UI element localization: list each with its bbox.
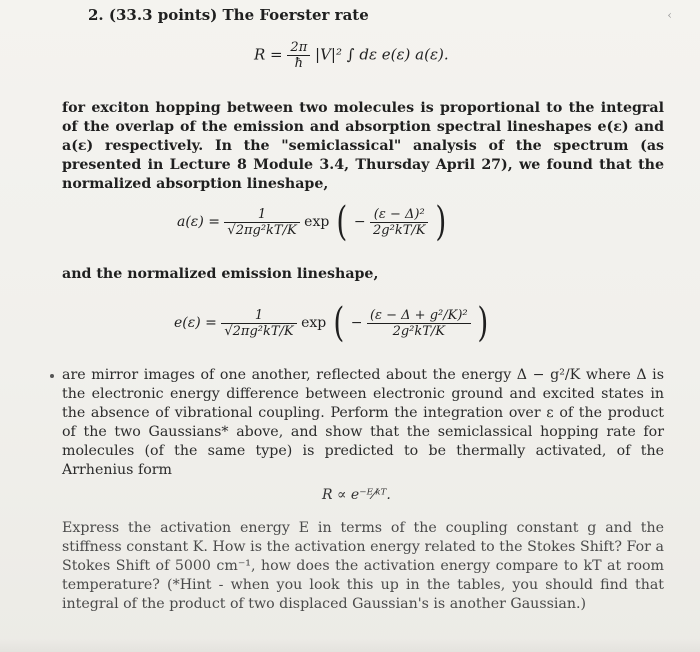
problem-heading: 2. (33.3 points) The Foerster rate [88, 6, 369, 24]
emission-lhs: e(ε) = [174, 315, 217, 331]
rate-integral: ∫ dε e(ε) a(ε). [346, 45, 449, 64]
emission-coef-num: 1 [221, 308, 296, 324]
emission-open-paren: ( [333, 300, 344, 346]
absorption-lhs: a(ε) = [177, 214, 220, 230]
express-paragraph: Express the activation energy E in terms of the coupling constant g and the stiffness constant K. How is the activation energy related to the Stokes Shift? For a Stokes Shift of 5000 cm⁻¹, how does the activation energy compare to kT at room temperature? (*Hint - when you look this up in the tables, you should find that integral of the product of two displaced Gaussian's is another Gaussian.) [62, 520, 664, 612]
emission-exp: exp [301, 315, 327, 331]
arrhenius-form: R ∝ e⁻ᴱ⁄ᵏᵀ. [322, 487, 391, 503]
emission-equation [174, 300, 491, 346]
list-bullet [50, 374, 54, 378]
absorption-arg-den: 2g²kT/K [373, 222, 426, 238]
absorption-minus: − [353, 214, 366, 230]
emission-coefficient [221, 308, 296, 339]
page-edge-shadow [0, 638, 700, 652]
emission-arg-den: 2g²kT/K [392, 323, 446, 339]
absorption-open-paren: ( [336, 199, 348, 245]
rate-coupling: |V|² [315, 45, 342, 64]
rate-lhs: R = [254, 45, 283, 64]
rate-prefactor-num: 2π [287, 40, 310, 56]
emission-argument [367, 308, 471, 339]
corner-mark: ‹ [667, 8, 672, 22]
emission-arg-num: (ε − Δ + g²/K)² [367, 308, 471, 324]
absorption-argument [370, 207, 428, 238]
rate-prefactor [287, 40, 310, 71]
absorption-close-paren: ) [435, 199, 447, 245]
emission-lead-text: and the normalized emission lineshape, [62, 266, 379, 282]
absorption-coef-num: 1 [224, 207, 299, 223]
mirror-paragraph: are mirror images of one another, reflected about the energy Δ − g²/K where Δ is the electronic energy difference between electronic ground and excited states in the absence of vibrational coupling. Perform the integration over ε of the product of the two Gaussians* above, and show that the semiclassical hopping rate for molecules (of the same type) is predicted to be thermally activated, of the Arrhenius form [62, 367, 664, 478]
rate-prefactor-den: ħ [294, 56, 304, 71]
intro-paragraph: for exciton hopping between two molecules is proportional to the integral of the overlap of the emission and absorption spectral lineshapes e(ε) and a(ε) respectively. In the "semiclassical" analysis of the spectrum (as presented in Lecture 8 Module 3.4, Thursday April 27), we found that the normalized absorption lineshape, [62, 100, 664, 192]
absorption-exp: exp [304, 214, 330, 230]
emission-coef-den: √2πg²kT/K [224, 323, 294, 339]
emission-close-paren: ) [477, 300, 489, 346]
absorption-arg-num: (ε − Δ)² [370, 207, 428, 223]
absorption-coef-den: √2πg²kT/K [227, 222, 297, 238]
rate-equation [254, 40, 449, 71]
emission-minus: − [350, 315, 363, 331]
absorption-coefficient [224, 207, 299, 238]
absorption-equation [177, 199, 449, 245]
